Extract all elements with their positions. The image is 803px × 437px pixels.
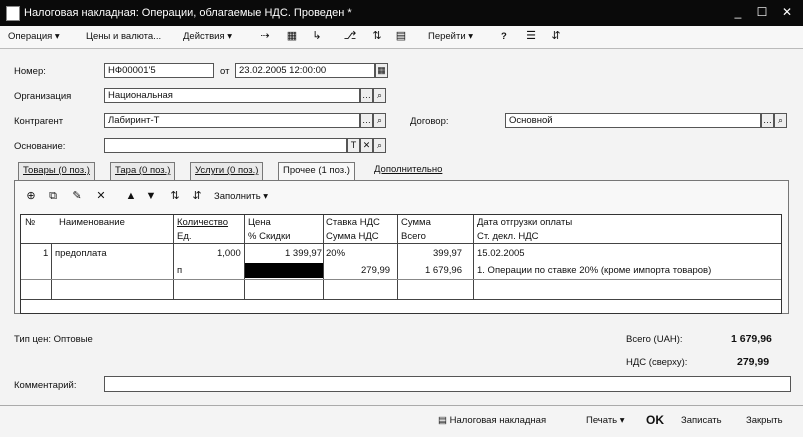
col-vat-sum-header[interactable]: Сумма НДС: [326, 231, 379, 242]
calendar-icon[interactable]: ▦: [286, 30, 298, 42]
org-select-button[interactable]: …: [360, 88, 373, 103]
move-down-icon[interactable]: ▼: [145, 190, 157, 202]
actions-menu[interactable]: Действия ▾: [183, 31, 233, 42]
row-qty[interactable]: 1,000: [217, 248, 241, 259]
comment-field[interactable]: [104, 376, 791, 392]
minimize-button[interactable]: _: [734, 5, 742, 19]
row-unit[interactable]: п: [177, 265, 183, 276]
row-vat-rate[interactable]: 20%: [326, 248, 346, 259]
tab-tare[interactable]: Тара (0 поз.): [110, 162, 175, 180]
total-label: Всего (UAH):: [626, 334, 683, 345]
contract-search-icon[interactable]: ⌕: [774, 113, 787, 128]
help-button[interactable]: ?: [501, 31, 507, 42]
row-tax-decl[interactable]: 1. Операции по ставке 20% (кроме импорта товаров): [477, 265, 712, 276]
prices-button[interactable]: Цены и валюта...: [86, 31, 162, 42]
window-title: Налоговая накладная: Операции, облагаемые НДС. Проведен *: [24, 7, 352, 19]
basis-field[interactable]: [104, 138, 347, 153]
row-sum[interactable]: 399,97: [433, 248, 463, 259]
col-ship-date-header[interactable]: Дата отгрузки оплаты: [477, 217, 573, 228]
save-button[interactable]: Записать: [681, 415, 722, 426]
row-ship-date[interactable]: 15.02.2005: [477, 248, 525, 259]
date-from-label: от: [220, 66, 230, 77]
add-row-icon[interactable]: ⊕: [26, 190, 36, 202]
toolbar: [0, 26, 803, 49]
total-value: 1 679,96: [731, 333, 772, 345]
tab-other[interactable]: Прочее (1 поз.): [278, 162, 355, 181]
price-type-label: Тип цен: Оптовые: [14, 334, 93, 345]
row-price[interactable]: 1 399,97: [285, 248, 322, 259]
date-field[interactable]: 23.02.2005 12:00:00: [235, 63, 375, 78]
counterparty-select-button[interactable]: …: [360, 113, 373, 128]
maximize-button[interactable]: ☐: [756, 5, 768, 19]
sort-asc-icon[interactable]: ⇅: [170, 190, 180, 202]
row-total[interactable]: 1 679,96: [425, 265, 462, 276]
org-label: Организация: [14, 91, 72, 102]
grid-toolbar: [24, 190, 324, 206]
bottom-bar: [0, 405, 803, 437]
vat-label: НДС (сверху):: [626, 357, 688, 368]
row-discount-selected-cell[interactable]: [245, 263, 323, 278]
print-icon[interactable]: ▤: [395, 30, 407, 42]
col-discount-header[interactable]: % Скидки: [248, 231, 291, 242]
edit-row-icon[interactable]: ✎: [72, 190, 82, 202]
basis-search-icon[interactable]: ⌕: [373, 138, 386, 153]
tax-invoice-button[interactable]: ▤ Налоговая накладная: [438, 415, 547, 426]
row-vat-sum[interactable]: 279,99: [361, 265, 391, 276]
contract-select-button[interactable]: …: [761, 113, 774, 128]
structure-icon[interactable]: ⎇: [343, 30, 357, 42]
sort-desc-icon[interactable]: ⇵: [192, 190, 202, 202]
row-name[interactable]: предоплата: [55, 248, 107, 259]
col-total-header[interactable]: Всего: [401, 231, 426, 242]
print-menu[interactable]: Печать ▾: [586, 415, 625, 426]
move-icon[interactable]: ⇅: [372, 30, 382, 42]
col-qty-header[interactable]: Количество: [177, 217, 229, 228]
basis-label: Основание:: [14, 141, 66, 152]
calendar-button[interactable]: ▦: [375, 63, 388, 78]
delete-row-icon[interactable]: ✕: [96, 190, 106, 202]
close-button[interactable]: ✕: [781, 5, 793, 19]
counterparty-search-icon[interactable]: ⌕: [373, 113, 386, 128]
arrow-icon[interactable]: ⇢: [260, 30, 270, 42]
counterparty-field[interactable]: Лабиринт-Т: [104, 113, 360, 128]
fill-menu[interactable]: Заполнить ▾: [214, 191, 269, 202]
number-label: Номер:: [14, 66, 46, 77]
col-vat-rate-header[interactable]: Ставка НДС: [326, 217, 380, 228]
col-tax-decl-header[interactable]: Ст. декл. НДС: [477, 231, 539, 242]
close-form-button[interactable]: Закрыть: [746, 415, 783, 426]
list-icon[interactable]: ☰: [526, 30, 536, 42]
col-unit-header[interactable]: Ед.: [177, 231, 192, 242]
operation-menu[interactable]: Операция ▾: [8, 31, 60, 42]
sort-icon[interactable]: ⇵: [551, 30, 561, 42]
org-field[interactable]: Национальная: [104, 88, 360, 103]
basis-clear-icon[interactable]: ✕: [360, 138, 373, 153]
post-icon[interactable]: ↳: [312, 30, 322, 42]
org-search-icon[interactable]: ⌕: [373, 88, 386, 103]
items-table: [20, 214, 782, 314]
col-sum-header[interactable]: Сумма: [401, 217, 431, 228]
copy-row-icon[interactable]: ⧉: [49, 190, 57, 202]
tab-goods[interactable]: Товары (0 поз.): [18, 162, 95, 180]
goto-menu[interactable]: Перейти ▾: [428, 31, 474, 42]
contract-field[interactable]: Основной: [505, 113, 761, 128]
tab-services[interactable]: Услуги (0 поз.): [190, 162, 263, 180]
title-bar: [0, 0, 803, 26]
contract-label: Договор:: [410, 116, 449, 127]
vat-value: 279,99: [737, 356, 770, 368]
counterparty-label: Контрагент: [14, 116, 64, 127]
document-icon: [6, 6, 20, 21]
col-price-header[interactable]: Цена: [248, 217, 271, 228]
move-up-icon[interactable]: ▲: [125, 190, 137, 202]
row-num: 1: [43, 248, 49, 259]
basis-type-button[interactable]: T: [347, 138, 360, 153]
col-num-header[interactable]: №: [25, 217, 36, 228]
ok-button[interactable]: OK: [646, 413, 664, 427]
col-name-header[interactable]: Наименование: [59, 217, 125, 228]
tab-extra[interactable]: Дополнительно: [374, 164, 443, 175]
comment-label: Комментарий:: [14, 380, 77, 391]
number-field[interactable]: НФ00001'5: [104, 63, 214, 78]
